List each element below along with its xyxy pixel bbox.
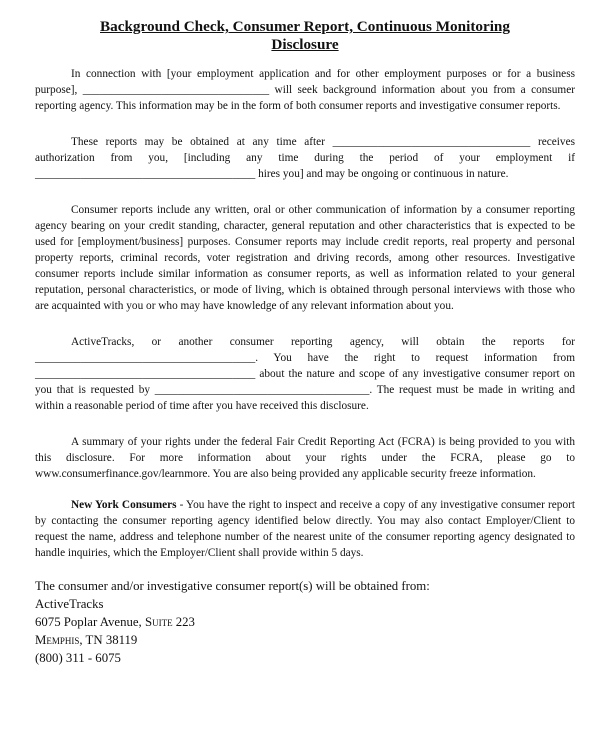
paragraph-report-timing: These reports may be obtained at any time after ___________________________________ receives authorization from you, [including any time during the period of your employment if _______________________________________ hires you] and may be ongoing or continuous in nature.	[35, 136, 575, 180]
agency-contact-block	[35, 577, 575, 667]
title-line-2: Disclosure	[271, 36, 339, 53]
paragraph-employment-purpose: In connection with [your employment application and for other employment purposes or for a business purpose], _________________________________ will seek background information about you from a consumer reporting agency. This information may be in the form of both consumer reports and investigative consumer reports.	[35, 68, 575, 112]
disclosure-document	[35, 18, 575, 667]
new-york-consumers-text: - You have the right to inspect and receive a copy of any investigative consumer report by contacting the consumer reporting agency identified below directly. You may also contact Employer/Client to request the name, address and telephone number of the nearest unite of the consumer reporting agency designated to handle inquiries, which the Employer/Client shall provide within 5 days.	[35, 499, 575, 559]
paragraph-fcra-summary: A summary of your rights under the federal Fair Credit Reporting Act (FCRA) is being provided to you with this disclosure. For more information about your rights under the FCRA, please go to www.consumerfinance.gov/learnmore. You are also being provided any applicable security freeze information.	[35, 436, 575, 480]
agency-street-address	[35, 613, 575, 631]
agency-intro: The consumer and/or investigative consumer report(s) will be obtained from:	[35, 579, 430, 593]
suite-number: Suite 223	[144, 615, 195, 629]
title-line-1: Background Check, Consumer Report, Continuous Monitoring	[100, 18, 510, 35]
new-york-consumers-label: New York Consumers	[71, 499, 177, 511]
agency-name: ActiveTracks	[35, 597, 104, 611]
state-zip: , TN 38119	[79, 633, 138, 647]
paragraph-new-york-consumers	[35, 497, 575, 561]
agency-city-address	[35, 631, 575, 649]
street-line: 6075 Poplar Avenue,	[35, 615, 145, 629]
document-title	[35, 18, 575, 54]
city-name: Memphis	[35, 633, 80, 647]
paragraph-agency-rights: ActiveTracks, or another consumer reporting agency, will obtain the reports for _______________________________________. You have the right to request information from _______________________________________ about the nature and scope of any investigative consumer report on you that is requested by ______________________________________. The request must be made in writing and within a reasonable period of time after you have received this disclosure.	[35, 336, 575, 412]
paragraph-report-definitions: Consumer reports include any written, oral or other communication of information by a consumer reporting agency bearing on your credit standing, character, general reputation and other characteristics that is expected to be used for [employment/business] purposes. Consumer reports may include credit reports, real property and personal property reports, criminal records, voter registration and driving records, among other resources. Investigative consumer reports include similar information as consumer reports, as well as information related to your general reputation, personal characteristics, or mode of living, which is obtained through personal interviews with those who are acquainted with you or who may have knowledge of any relevant information about you.	[35, 204, 575, 312]
agency-phone: (800) 311 - 6075	[35, 651, 121, 665]
